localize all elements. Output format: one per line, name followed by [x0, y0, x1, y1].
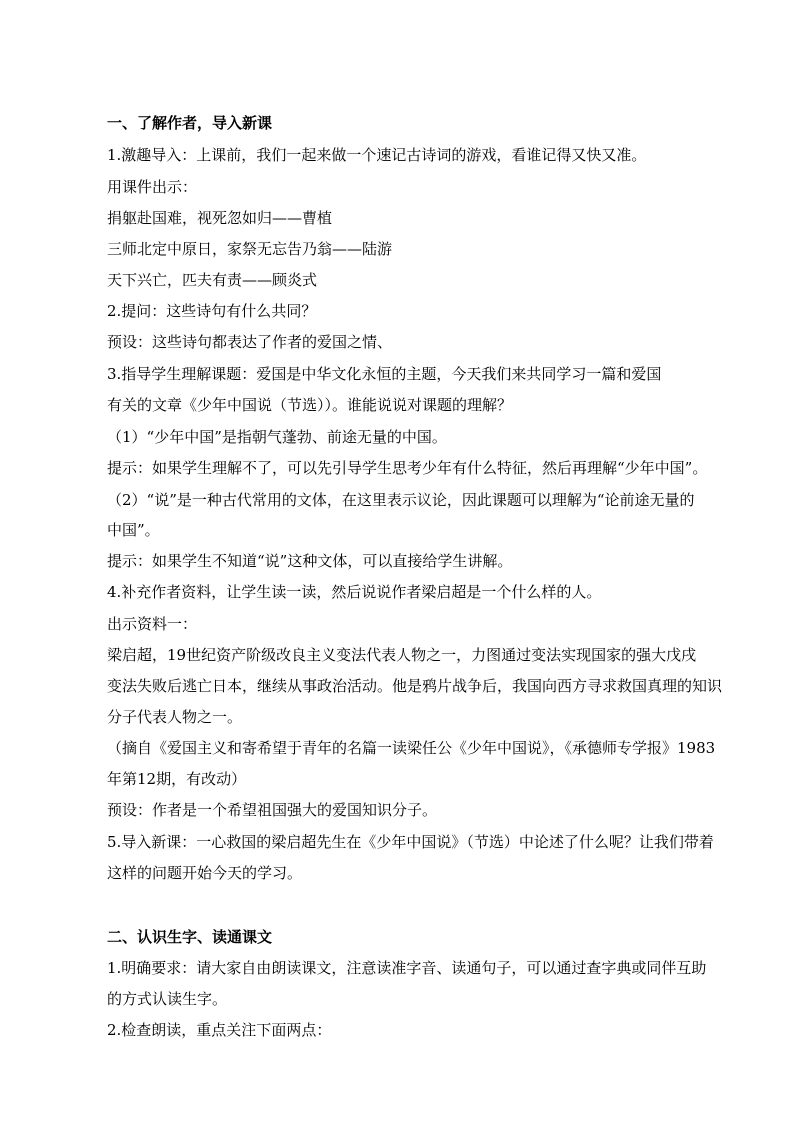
paragraph-line: 4.补充作者资料，让学生读一读，然后说说作者梁启超是一个什么样的人。	[107, 583, 602, 601]
paragraph-line: 5.导入新课：一心救国的梁启超先生在《少年中国说》（节选）中论述了什么呢？让我们带着	[107, 833, 714, 851]
paragraph-line: 中国”。	[107, 521, 160, 539]
paragraph-line: 变法失败后逃亡日本，继续从事政治活动。他是鸦片战争后，我国向西方寻求救国真理的知识	[107, 677, 723, 695]
paragraph-line: 提示：如果学生不知道“说”这种文体，可以直接给学生讲解。	[107, 552, 513, 570]
paragraph-line: 3.指导学生理解课题：爱国是中华文化永恒的主题，今天我们来共同学习一篇和爱国	[107, 365, 662, 383]
paragraph-line: 的方式认读生字。	[107, 990, 228, 1008]
poem-line: 天下兴亡，匹夫有责——顾炎式	[107, 271, 318, 289]
paragraph-line: 1.明确要求：请大家自由朗读课文，注意读准字音、读通句子，可以通过查字典或同伴互助	[107, 959, 707, 977]
paragraph-line: （2）“说”是一种古代常用的文体，在这里表示议论，因此课题可以理解为“论前途无量的	[107, 491, 695, 509]
paragraph-line: 2.检查朗读，重点关注下面两点：	[107, 1021, 332, 1039]
paragraph-line: 分子代表人物之一。	[107, 708, 243, 726]
citation-line: （摘自《爱国主义和寄希望于青年的名篇一读梁任公《少年中国说》，《承德师专学报》1983	[107, 739, 716, 757]
paragraph-line: 用课件出示：	[107, 178, 198, 196]
paragraph-line: 提示：如果学生理解不了，可以先引导学生思考少年有什么特征，然后再理解“少年中国”。	[107, 459, 708, 477]
paragraph-line: 这样的问题开始今天的学习。	[107, 864, 303, 882]
poem-line: 捐躯赴国难，视死忽如归——曹植	[107, 209, 333, 227]
paragraph-line: 出示资料一：	[107, 615, 198, 633]
paragraph-line: 有关的文章《少年中国说（节选））。谁能说说对课题的理解？	[107, 396, 513, 414]
citation-line: 年第12期，有改动）	[107, 770, 247, 788]
poem-line: 三师北定中原日，家祭无忘告乃翁——陆游	[107, 240, 393, 258]
paragraph-line: （1）“少年中国”是指朝气蓬勃、前途无量的中国。	[107, 428, 447, 446]
paragraph-line: 1.激趣导入：上课前，我们一起来做一个速记古诗词的游戏，看谁记得又快又准。	[107, 146, 647, 164]
paragraph-line: 预设：作者是一个希望祖国强大的爱国知识分子。	[107, 801, 438, 819]
section-heading-2: 二、认识生字、读通课文	[107, 928, 273, 946]
section-heading-1: 一、了解作者，导入新课	[107, 114, 273, 132]
paragraph-line: 预设：这些诗句都表达了作者的爱国之情、	[107, 333, 393, 351]
paragraph-line: 2.提问：这些诗句有什么共同？	[107, 302, 317, 320]
paragraph-line: 梁启超，19世纪资产阶级改良主义变法代表人物之一，力图通过变法实现国家的强大戊戌	[107, 646, 697, 664]
